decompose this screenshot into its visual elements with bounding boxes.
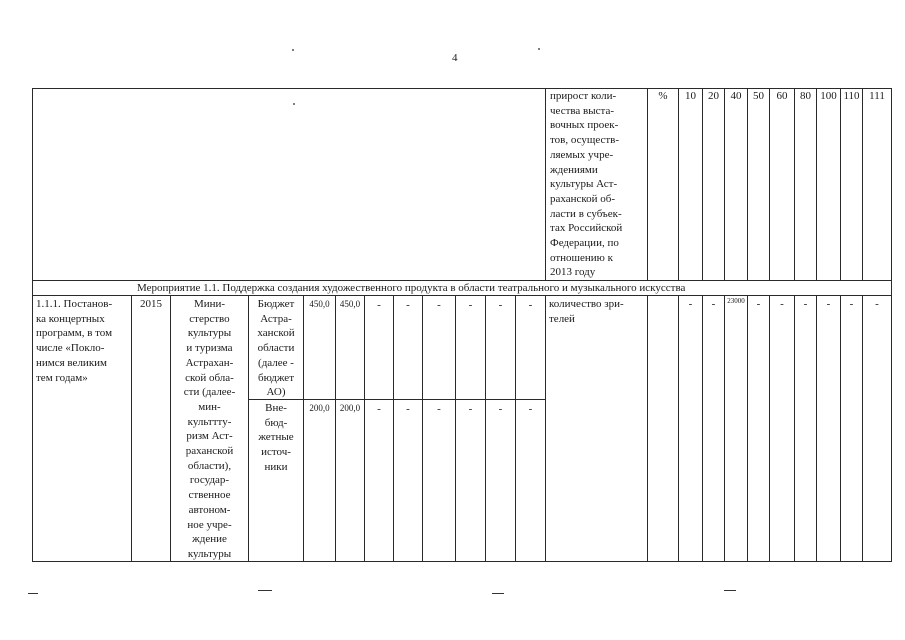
empty-cell: - [498,299,503,311]
empty-cell: - [406,403,410,415]
indicator-value: - [826,298,831,310]
indicator-value: - [756,298,761,310]
scan-speck [538,48,540,50]
activity-year: 2015 [140,298,162,310]
budget-total: 450,0 [309,299,330,309]
empty-cell: - [528,299,533,311]
value-cell: 100 [820,90,837,102]
value-cell: 111 [869,90,885,102]
empty-cell: - [528,403,533,415]
value-cell: 50 [753,90,764,102]
value-cell: 10 [685,90,696,102]
empty-cell: - [437,403,441,415]
indicator-name: количество зри- телей [549,298,624,325]
value-cell: 60 [776,90,788,102]
executor: Мини- стерство культуры и туризма Астрахан- ской обла- сти (далее- мин- культтту- ризм Аст- раханской области), государ- ственное автоном- ное учре- ждение культуры [183,298,236,560]
empty-cell: - [377,299,381,311]
value-cell: 40 [730,90,742,102]
extra-total: 200,0 [309,403,330,413]
funding-source-budget: Бюджет Астра- ханской области (далее - бюджет АО) [257,298,295,399]
empty-cell: - [437,299,441,311]
indicator-value: - [688,298,693,310]
indicator-value: - [849,298,854,310]
funding-source-extra: Вне- бюд- жетные источ- ники [258,402,294,473]
scan-mark [258,590,272,591]
indicator-value: - [803,298,808,310]
activity-name: 1.1.1. Постанов- ка концертных программ, в том числе «Покло- нимся великим тем годам» [36,298,113,384]
extra-year: 200,0 [339,403,361,413]
indicator-value: - [875,298,879,310]
scan-speck [293,103,295,105]
scan-mark [28,593,38,594]
indicator-value: 23000 [727,297,745,305]
indicator-value: - [711,298,716,310]
scan-speck [292,49,294,51]
budget-year: 450,0 [339,299,361,309]
section-title: Мероприятие 1.1. Поддержка создания художественного продукта в области театрального и музыкального искусства [137,282,686,294]
empty-cell: - [468,299,473,311]
scan-mark [492,593,504,594]
scan-mark [724,590,736,591]
indicator-unit: % [658,90,668,102]
value-cell: 80 [800,90,811,102]
empty-cell: - [498,403,503,415]
indicator-description: прирост коли- чества выста- вочных проек- тов, осуществ- ляемых учре- ждениями культуры Аст- раханской об- ласти в субъек- тах Российской Федерации, по отношению к 2013 году [550,90,623,279]
value-cell: 20 [708,90,719,102]
indicator-value: - [780,298,784,310]
empty-cell: - [468,403,473,415]
empty-cell: - [406,299,410,311]
empty-cell: - [377,403,381,415]
page-number: 4 [452,52,458,64]
value-cell: 110 [843,90,860,102]
